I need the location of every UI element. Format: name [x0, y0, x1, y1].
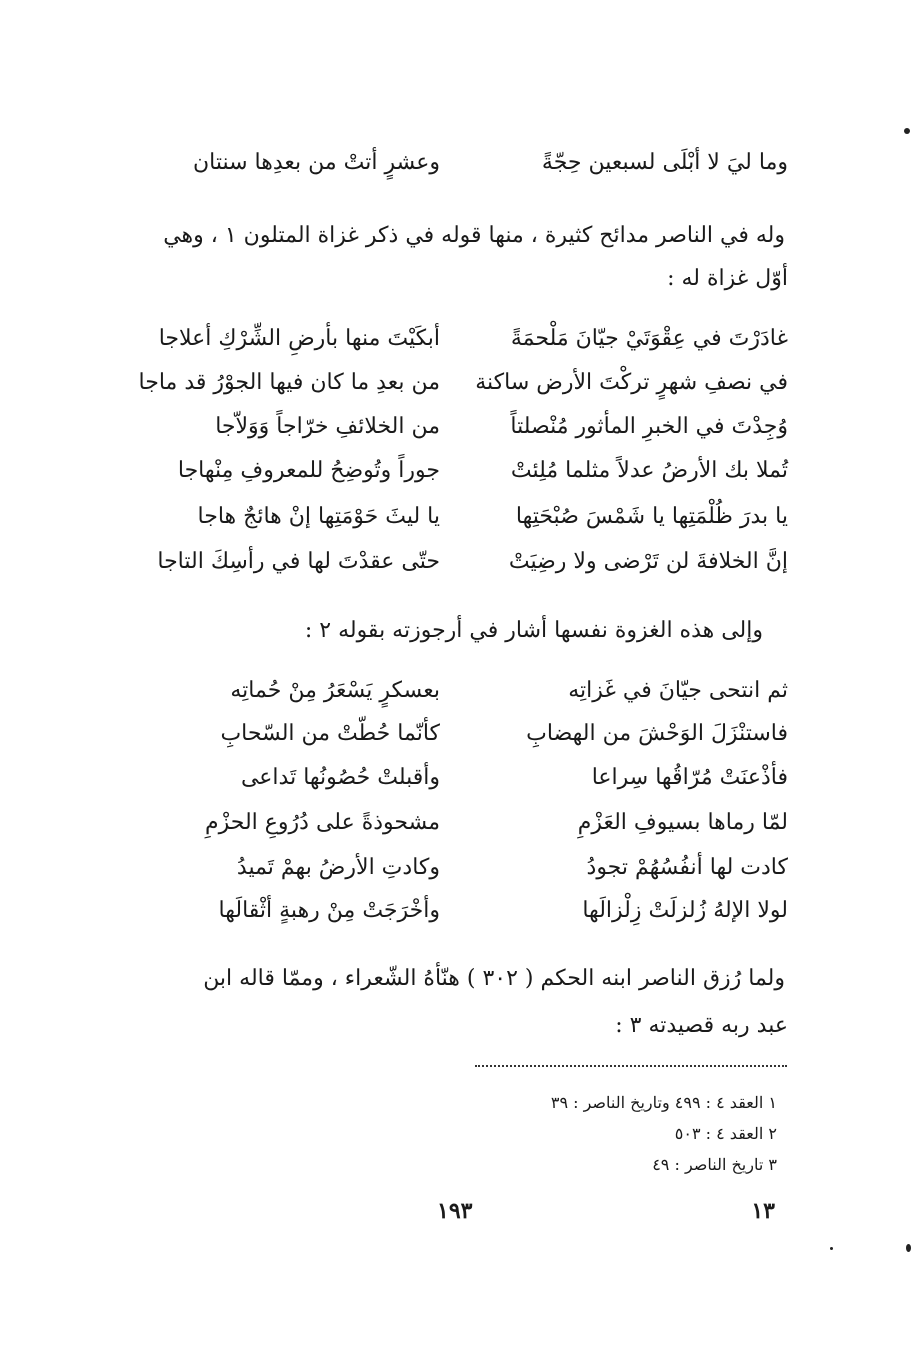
- poem1-verse-6-right: إنَّ الخلافةَ لن تَرْضى ولا رضِيَتْ: [508, 549, 788, 574]
- scan-speck-bottom: [906, 1244, 911, 1252]
- poem2-verse-5-right: كادت لها أنفُسُهُمْ تجودُ: [586, 855, 788, 880]
- poem1-verse-6-left: حتّى عقدْتَ لها في رأسِكَ التاجا: [157, 549, 440, 574]
- footnote-3: ٣ تاريخ الناصر : ٤٩: [652, 1155, 777, 1174]
- poem2-verse-4-left: مشحوذةً على دُرُوعِ الحزْمِ: [205, 810, 440, 835]
- scan-speck-small: [830, 1247, 833, 1250]
- poem1-verse-4-left: جوراً وتُوضِحُ للمعروفِ مِنْهاجا: [177, 458, 440, 483]
- top-couplet-right: وما ليَ لا أبْلَى لسبعين حِجّةً: [541, 150, 788, 175]
- poem2-verse-1-right: ثم انتحى جيّانَ في غَزاتِه: [568, 678, 788, 703]
- poem2-verse-4-right: لمّا رماها بسيوفِ العَزْمِ: [577, 810, 788, 835]
- intro2-line: وإلى هذه الغزوة نفسها أشار في أرجوزته بقوله ٢ :: [304, 618, 763, 643]
- poem2-verse-6-right: لولا الإلهُ زُلزلَتْ زِلْزالَها: [582, 898, 788, 923]
- top-couplet-left: وعشرٍ أتتْ من بعدِها سنتان: [192, 150, 440, 175]
- intro3-line2: عبد ربه قصيدته ٣ :: [615, 1013, 788, 1038]
- poem2-verse-3-left: وأقبلتْ حُصُونُها تَداعى: [240, 765, 440, 790]
- poem1-verse-3-right: وُجِدْتَ في الخبرِ المأثور مُنْصلتاً: [510, 414, 788, 439]
- footnote-separator: [475, 1065, 787, 1067]
- page-number-left: ١٩٣: [437, 1198, 473, 1224]
- intro3-line1: ولما رُزق الناصر ابنه الحكم ( ٣٠٢ ) هنّأهُ الشّعراء ، وممّا قاله ابن: [203, 966, 785, 991]
- poem2-verse-2-right: فاستنْزَلَ الوَحْشَ من الهضابِ: [526, 721, 788, 746]
- footnote-2: ٢ العقد ٤ : ٥٠٣: [674, 1124, 777, 1143]
- poem2-verse-6-left: وأخْرَجَتْ مِنْ رهبةٍ أثْقالَها: [218, 898, 440, 923]
- intro1-line1: وله في الناصر مدائح كثيرة ، منها قوله في ذكر غزاة المتلون ١ ، وهي: [163, 223, 785, 248]
- intro1-line2: أوّل غزاة له :: [667, 266, 788, 291]
- poem1-verse-2-right: في نصفِ شهرٍ تركْتَ الأرض ساكنة: [475, 370, 788, 395]
- poem2-verse-2-left: كأنّما حُطّتْ من السّحابِ: [220, 721, 440, 746]
- footnote-1: ١ العقد ٤ : ٤٩٩ وتاريخ الناصر : ٣٩: [550, 1093, 777, 1112]
- poem2-verse-1-left: بعسكرٍ يَسْعَرُ مِنْ حُماتِه: [230, 678, 440, 703]
- poem2-verse-3-right: فأذْعنَتْ مُرّاقُها سِراعا: [591, 765, 788, 790]
- page-number-right: ١٣: [751, 1198, 775, 1224]
- poem1-verse-2-left: من بعدِ ما كان فيها الجوْرُ قد ماجا: [138, 370, 440, 395]
- poem1-verse-5-right: يا بدرَ ظُلْمَتِها يا شَمْسَ صُبْحَتِها: [515, 504, 788, 529]
- poem1-verse-3-left: من الخلائفِ خرّاجاً وَوَلاّجا: [215, 414, 440, 439]
- poem2-verse-5-left: وكادتِ الأرضُ بهمْ تَميدُ: [236, 855, 440, 880]
- scan-speck-top: [904, 128, 910, 134]
- poem1-verse-5-left: يا ليثَ حَوْمَتِها إنْ هائجٌ هاجا: [197, 504, 440, 529]
- poem1-verse-4-right: تُملا بك الأرضُ عدلاً مثلما مُلِئتْ: [510, 458, 788, 483]
- poem1-verse-1-right: غادَرْتَ في عِقْوَتَيْ جيّانَ مَلْحمَةً: [510, 326, 788, 351]
- poem1-verse-1-left: أبكَيْتَ منها بأرضِ الشِّرْكِ أعلاجا: [158, 326, 440, 351]
